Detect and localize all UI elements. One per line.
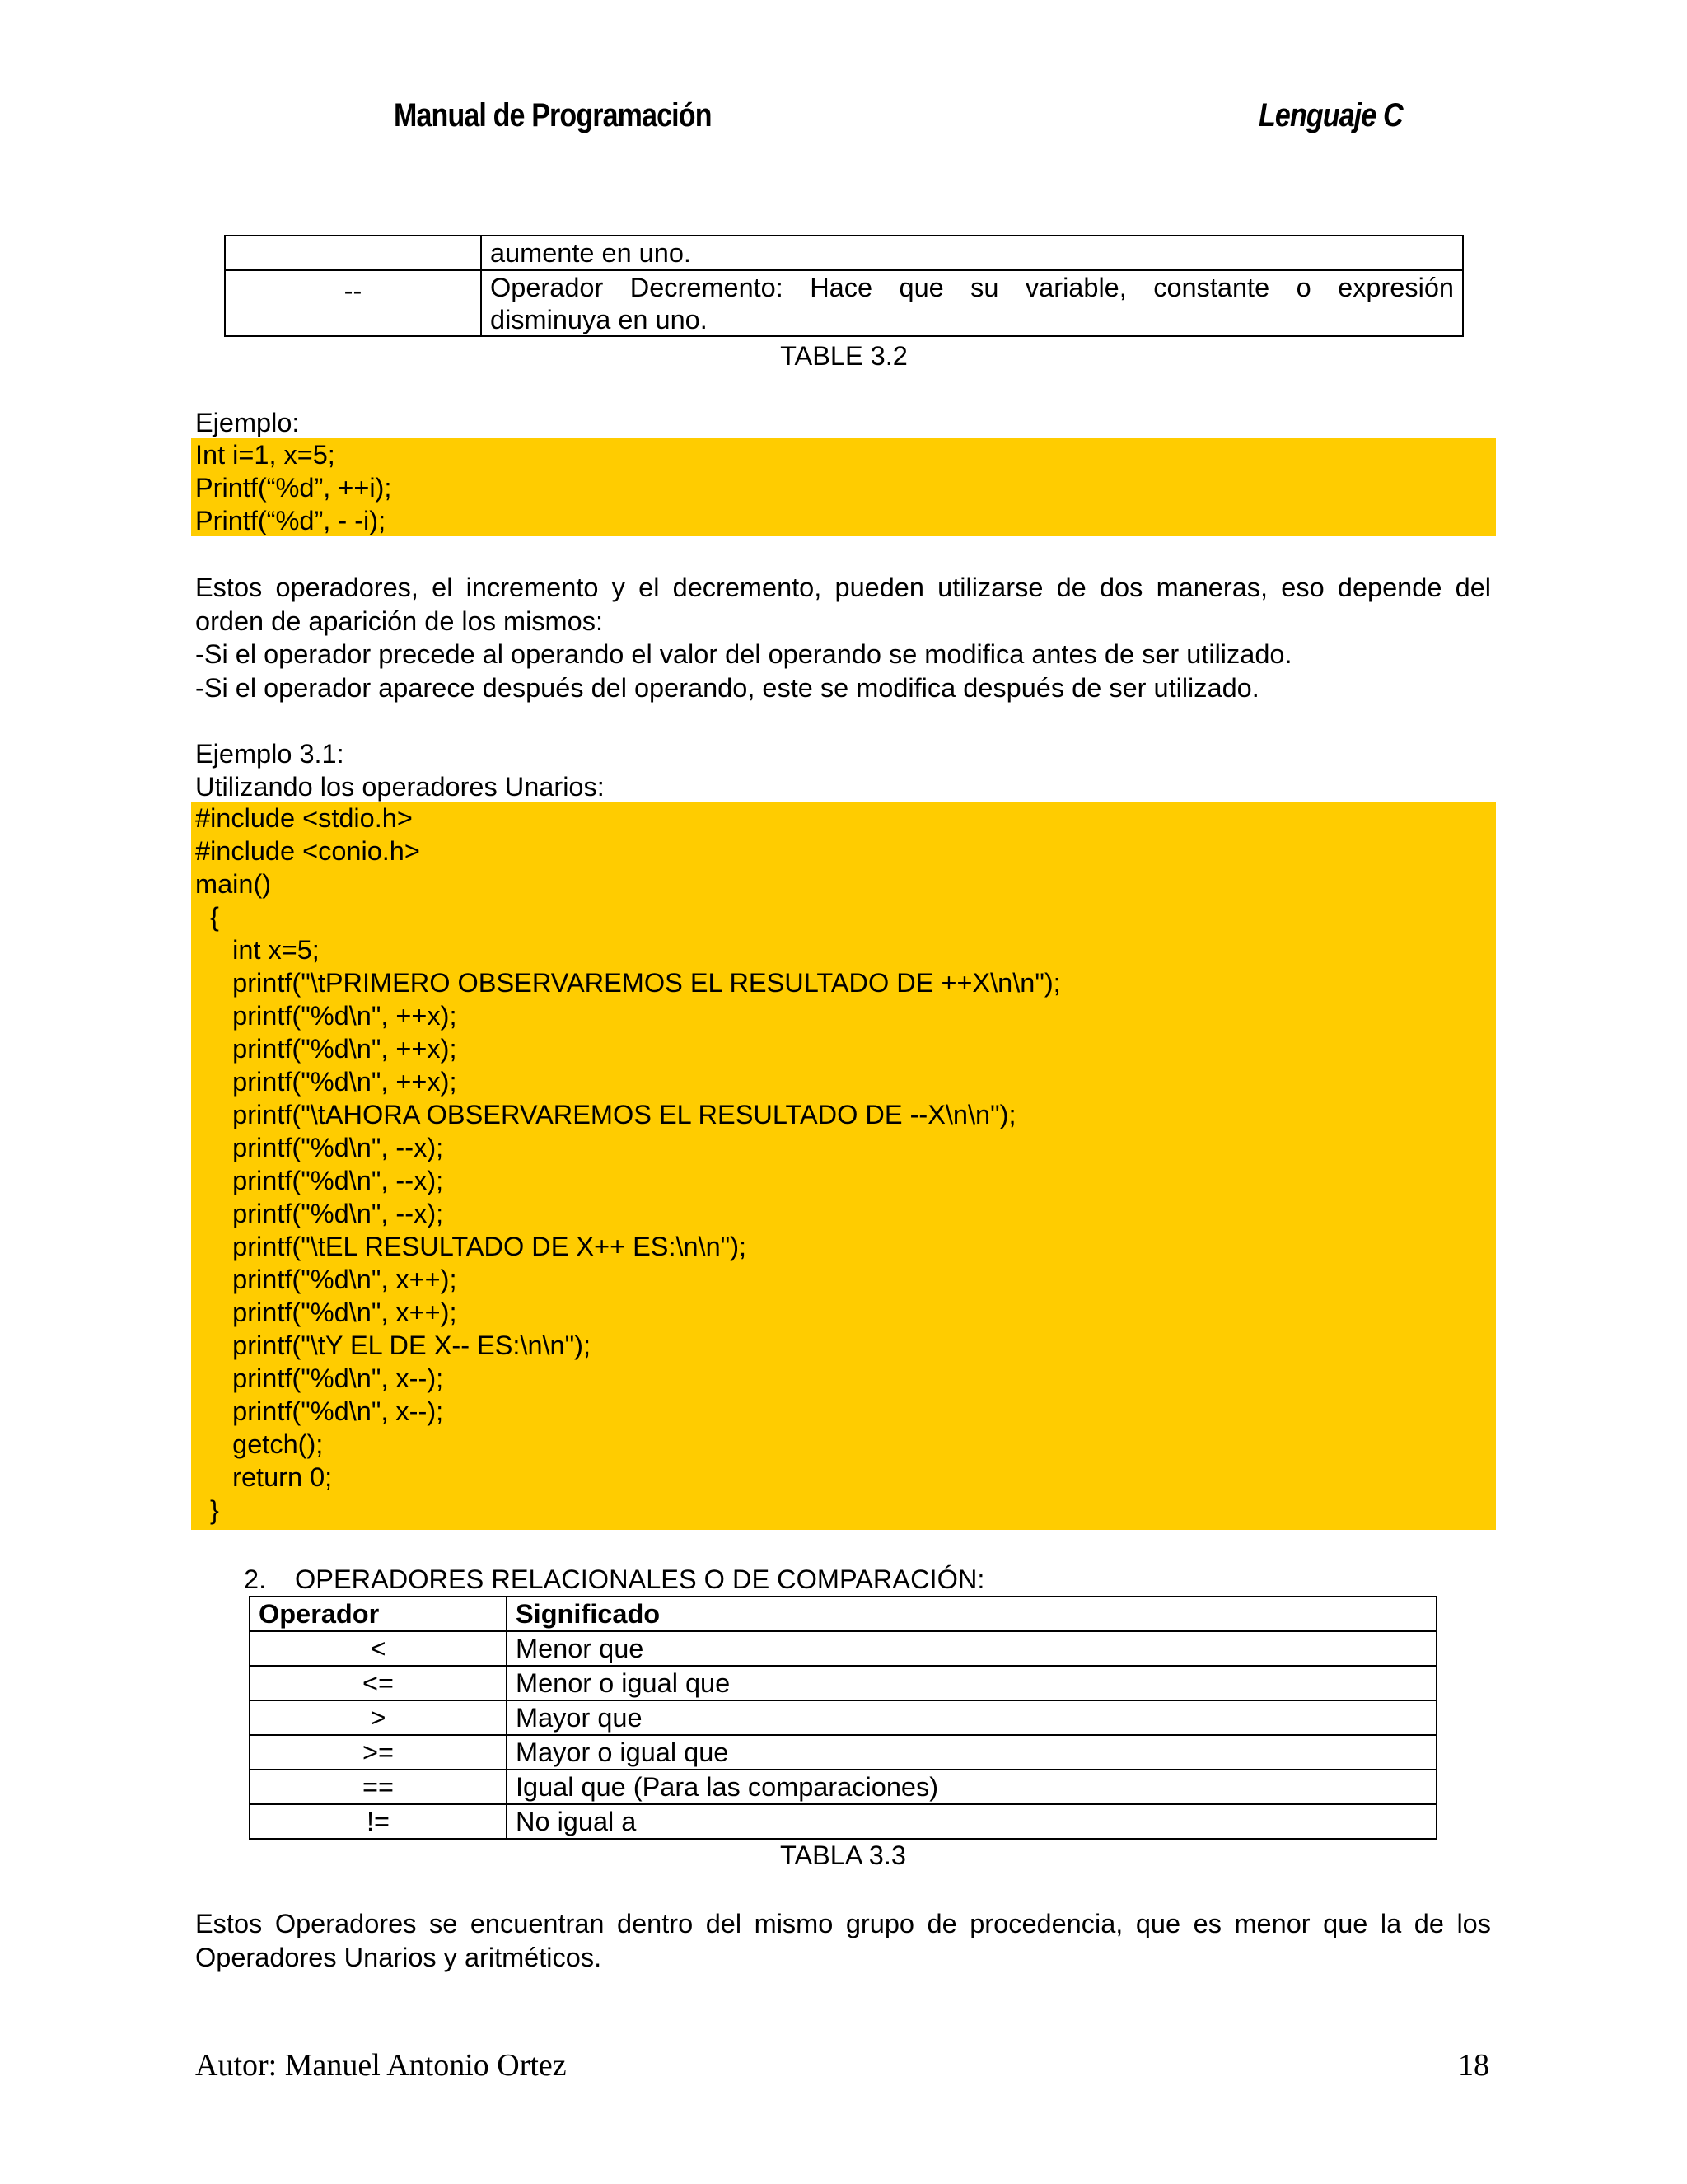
table-cell-op: ==	[250, 1770, 507, 1804]
code-line: return 0;	[195, 1462, 333, 1492]
header-title: Manual de Programación	[394, 97, 712, 133]
paragraph-line: -Si el operador precede al operando el valor del operando se modifica antes de ser utilizado.	[195, 639, 1292, 669]
code-line: int x=5;	[195, 935, 320, 965]
code-line: printf("%d\n", --x);	[195, 1133, 444, 1162]
table-cell-op: <=	[250, 1666, 507, 1700]
table-row	[225, 236, 1463, 270]
table-cell-meaning: No igual a	[507, 1804, 1437, 1839]
table-cell-desc: aumente en uno.	[481, 236, 1463, 270]
code-line: #include <stdio.h>	[195, 803, 413, 833]
code-lines	[191, 802, 1496, 1527]
code-line: printf("%d\n", ++x);	[195, 1067, 457, 1097]
column-header-operador: Operador	[250, 1597, 507, 1631]
code-line: printf("%d\n", x--);	[195, 1363, 444, 1393]
table-cell-op	[225, 236, 481, 270]
code-line: printf("%d\n", --x);	[195, 1199, 444, 1228]
table-row	[250, 1735, 1437, 1770]
paragraph-line: -Si el operador aparece después del operando, este se modifica después de ser utilizado.	[195, 672, 1259, 703]
code-line: printf("\tPRIMERO OBSERVAREMOS EL RESULTADO DE ++X\n\n");	[195, 968, 1061, 998]
paragraph-relational	[195, 1907, 1491, 1974]
paragraph-line: Operadores Unarios y aritméticos.	[195, 1942, 602, 1972]
table-row	[250, 1631, 1437, 1666]
table-row	[225, 270, 1463, 336]
code-line: printf("%d\n", ++x);	[195, 1001, 457, 1031]
page-number: 18	[1458, 2048, 1489, 2083]
table-row	[250, 1770, 1437, 1804]
table-cell-desc	[481, 270, 1463, 336]
paragraph-increment	[195, 571, 1491, 704]
code-line: }	[195, 1495, 219, 1525]
table-header-row	[250, 1597, 1437, 1631]
desc-line: disminuya en uno.	[490, 305, 708, 334]
code-line: printf("\tAHORA OBSERVAREMOS EL RESULTADO DE --X\n\n");	[195, 1100, 1016, 1129]
code-line: Printf(“%d”, - -i);	[195, 506, 386, 535]
table-3-3	[249, 1596, 1437, 1840]
table-row	[250, 1700, 1437, 1735]
code-line: printf("%d\n", --x);	[195, 1166, 444, 1195]
header-subtitle: Lenguaje C	[1259, 97, 1403, 133]
table-row	[250, 1666, 1437, 1700]
table-cell-op: !=	[250, 1804, 507, 1839]
code-line: printf("%d\n", x++);	[195, 1265, 457, 1294]
table-cell-op: >	[250, 1700, 507, 1735]
table-3-2	[224, 235, 1464, 337]
table-caption: TABLA 3.3	[780, 1840, 906, 1870]
paragraph-line: orden de aparición de los mismos:	[195, 606, 603, 636]
example-3-1-label: Ejemplo 3.1:	[195, 739, 344, 769]
column-header-significado: Significado	[507, 1597, 1437, 1631]
paragraph-line: Estos Operadores se encuentran dentro del mismo grupo de procedencia, que es menor que la de los	[195, 1909, 1491, 1938]
table-cell-op: >=	[250, 1735, 507, 1770]
table-caption: TABLE 3.2	[780, 341, 908, 371]
code-line: getch();	[195, 1429, 324, 1459]
table-cell-meaning: Menor que	[507, 1631, 1437, 1666]
code-block-example-3-1	[191, 802, 1496, 1530]
table-cell-meaning: Menor o igual que	[507, 1666, 1437, 1700]
section-number: 2.	[244, 1564, 267, 1594]
code-block-example	[191, 438, 1496, 536]
code-line: Int i=1, x=5;	[195, 440, 335, 470]
section-title: OPERADORES RELACIONALES O DE COMPARACIÓN:	[295, 1564, 985, 1594]
code-line: printf("\tEL RESULTADO DE X++ ES:\n\n");	[195, 1232, 747, 1261]
table-cell-meaning: Igual que (Para las comparaciones)	[507, 1770, 1437, 1804]
table-cell-meaning: Mayor que	[507, 1700, 1437, 1735]
code-line: printf("%d\n", x++);	[195, 1298, 457, 1327]
code-line: printf("%d\n", x--);	[195, 1396, 444, 1426]
example-3-1-sublabel: Utilizando los operadores Unarios:	[195, 772, 605, 802]
example-label: Ejemplo:	[195, 408, 300, 437]
desc-line: Operador Decremento: Hace que su variable, constante o expresión	[490, 273, 1454, 302]
code-line: main()	[195, 869, 272, 899]
paragraph-line: Estos operadores, el incremento y el decremento, pueden utilizarse de dos maneras, eso depende del	[195, 573, 1491, 602]
code-line: #include <conio.h>	[195, 836, 420, 866]
table-row	[250, 1804, 1437, 1839]
code-line: printf("\tY EL DE X-- ES:\n\n");	[195, 1331, 591, 1360]
code-line: {	[195, 902, 219, 932]
code-line: printf("%d\n", ++x);	[195, 1034, 457, 1064]
code-line: Printf(“%d”, ++i);	[195, 473, 392, 503]
table-cell-op: --	[225, 270, 481, 336]
table-cell-meaning: Mayor o igual que	[507, 1735, 1437, 1770]
footer-author: Autor: Manuel Antonio Ortez	[195, 2048, 567, 2083]
table-cell-op: <	[250, 1631, 507, 1666]
